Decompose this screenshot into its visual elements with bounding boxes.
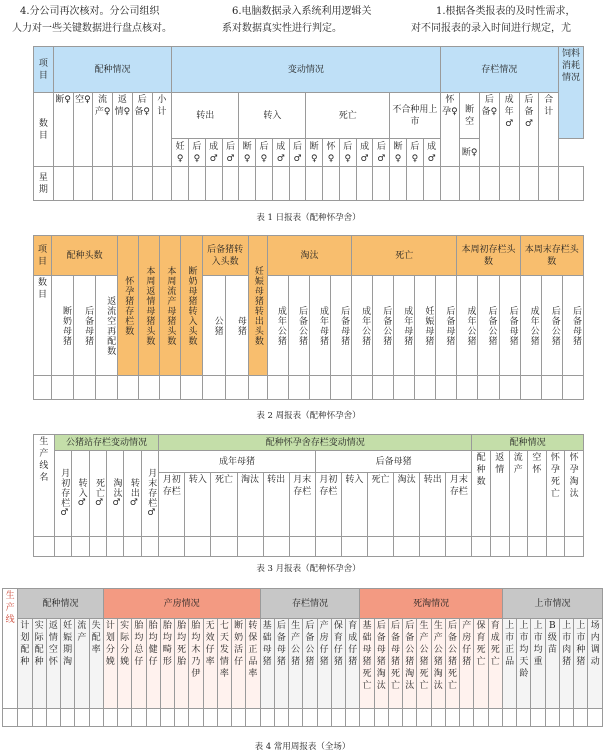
t2-col-v: 本周返情母猪头数 <box>139 236 160 376</box>
t4-col: 胎均畸形 <box>160 619 174 709</box>
t3-sow-house: 配种怀孕舍存栏变动情况 <box>159 435 472 451</box>
t2-breed-count: 配种头数 <box>51 236 117 276</box>
t1-change-group: 转出 <box>172 93 239 139</box>
t1-sub: 后♀ <box>189 139 206 167</box>
t2-reserve-sub: 公猪 <box>202 276 225 376</box>
t1-change-group: 转入 <box>239 93 306 139</box>
t3-boar-col: 月初存栏♂ <box>54 451 71 537</box>
t2-stock-sub: 后备公猪 <box>541 276 562 376</box>
t4-col: 上市肉猪 <box>559 619 573 709</box>
t2-reserve-sub: 母猪 <box>225 276 248 376</box>
t1-stock: 存栏情况 <box>440 47 559 93</box>
intro-col1-line1: 4.分公司再次核对。分公司组织 <box>20 6 160 17</box>
t3-sow-col: 月末存栏 <box>289 473 315 537</box>
t1-stock-col: 合计 <box>539 93 559 167</box>
t4-col: 后备母猪 <box>274 619 288 709</box>
t1-sub: 断♀ <box>460 139 480 167</box>
t2-cull-sub: 后备母猪 <box>331 276 352 376</box>
intro-col3-line2: 对不同报表的录入时间进行规定，尤 <box>411 23 571 34</box>
t1-count: 数目 <box>34 93 54 167</box>
t1-stock-col: 成年♂ <box>499 93 519 167</box>
t4-col: 胎均总仔 <box>132 619 146 709</box>
t1-sub: 成♂ <box>272 139 289 167</box>
t3-breed-col: 怀孕死亡 <box>546 451 565 537</box>
t4-col: 生产公猪淘汰 <box>431 619 445 709</box>
t1-sub: 断♀ <box>239 139 256 167</box>
t4-breeding: 配种情况 <box>18 589 104 619</box>
t3-sow-col: 转出 <box>420 473 446 537</box>
t3-sow-col: 淘汰 <box>237 473 263 537</box>
t4-col: 计划分娩 <box>103 619 117 709</box>
t2-stock-sub: 后备母猪 <box>499 276 520 376</box>
t2-cull-sub: 成年公猪 <box>267 276 288 376</box>
intro-text <box>0 0 605 38</box>
t4-col: 后备公猪淘汰 <box>403 619 417 709</box>
t1-breed-col: 空♀ <box>73 93 93 167</box>
t3-adult-sow: 成年母猪 <box>159 451 316 473</box>
t2-stock-sub: 后备母猪 <box>562 276 583 376</box>
t4-line: 生产线 <box>3 589 18 709</box>
table-weekly <box>33 235 584 400</box>
t3-breed-col: 返情 <box>490 451 509 537</box>
t4-col: 上市种猪 <box>574 619 588 709</box>
t4-col: 保育仔猪 <box>331 619 345 709</box>
t2-death-sub: 妊娠母猪 <box>415 276 436 376</box>
t4-col: 产房仔猪 <box>460 619 474 709</box>
t1-breed-col: 断♀ <box>53 93 73 167</box>
t4-death-cull: 死淘情况 <box>360 589 503 619</box>
intro-col1-line2: 人力对一些关键数据进行盘点核对。 <box>12 23 172 34</box>
t4-col: 七天发情率 <box>217 619 231 709</box>
t2-count: 数目 <box>34 276 52 376</box>
t1-change-group: 死亡 <box>306 93 390 139</box>
t2-death-sub: 后备母猪 <box>436 276 457 376</box>
t4-col: 生产公猪 <box>289 619 303 709</box>
t3-breed-col: 空怀 <box>528 451 547 537</box>
t2-death-sub: 成年母猪 <box>394 276 415 376</box>
t3-line: 生产线名 <box>34 435 55 537</box>
t2-breed-sub: 返流空再配数 <box>96 276 118 376</box>
t1-sub: 成♂ <box>356 139 373 167</box>
t3-boar-col: 转入♂ <box>72 451 89 537</box>
t3-sow-col: 月初存栏 <box>315 473 341 537</box>
t1-sub: 成♂ <box>423 139 440 167</box>
t1-breed-col: 小计 <box>152 93 172 167</box>
t2-item: 项目 <box>34 236 52 276</box>
t4-col: 实际分娩 <box>118 619 132 709</box>
t4-farrow: 产房情况 <box>103 589 260 619</box>
t1-breeding: 配种情况 <box>53 47 172 93</box>
t4-stock: 存栏情况 <box>260 589 360 619</box>
t3-sow-col: 死亡 <box>211 473 237 537</box>
t2-cull: 淘汰 <box>267 236 351 276</box>
t2-col-v: 本周流产母猪头数 <box>160 236 181 376</box>
t4-col: 妊娠期淘 <box>61 619 75 709</box>
table-daily <box>33 46 584 201</box>
t1-date: 星期 <box>34 167 54 201</box>
t2-pregnant-stock: 怀孕猪存栏数 <box>118 236 139 376</box>
t2-cull-sub: 后备公猪 <box>288 276 309 376</box>
t4-col: 上市均天龄 <box>517 619 531 709</box>
t4-col: 胎均健仔 <box>146 619 160 709</box>
intro-col2-line2: 系对数据真实性进行判定。 <box>222 23 342 34</box>
t4-col: 无效仔率 <box>203 619 217 709</box>
t2-death-sub: 后备公猪 <box>373 276 394 376</box>
t4-col: 失配率 <box>89 619 103 709</box>
t4-col: 上市正品 <box>502 619 516 709</box>
t2-col-v: 断奶母猪转入头数 <box>181 236 202 376</box>
t3-breed-col: 怀孕淘汰 <box>565 451 584 537</box>
t4-col: 胎均木乃伊 <box>189 619 203 709</box>
t3-sow-col: 月初存栏 <box>159 473 185 537</box>
t1-sub: 妊♀ <box>172 139 189 167</box>
table-monthly <box>33 434 584 557</box>
t4-col: 胎均死胎 <box>175 619 189 709</box>
t2-stock-sub: 成年公猪 <box>520 276 541 376</box>
t2-caption: 表 2 周报表（配种怀孕舍） <box>256 411 361 421</box>
t4-col: 断奶活仔 <box>232 619 246 709</box>
t4-col: 后备公猪死亡 <box>445 619 459 709</box>
t1-caption: 表 1 日报表（配种怀孕舍） <box>256 213 361 223</box>
t2-breed-sub: 后备母猪 <box>74 276 96 376</box>
t4-col: 育成死亡 <box>488 619 502 709</box>
t3-caption: 表 3 月报表（配种怀孕舍） <box>256 564 361 574</box>
t1-breed-col: 返情♀ <box>113 93 133 167</box>
t4-col: 后备母猪淘汰 <box>374 619 388 709</box>
t3-boar-col: 淘汰♂ <box>107 451 124 537</box>
t1-sub: 后♂ <box>222 139 239 167</box>
t1-stock-col: 断空 <box>460 93 480 139</box>
t1-stock-col: 后备♂ <box>519 93 539 167</box>
t4-col: 后备母猪死亡 <box>388 619 402 709</box>
t4-col: 保育死亡 <box>474 619 488 709</box>
t2-start-stock: 本周初存栏头数 <box>457 236 520 276</box>
t4-caption: 表 4 常用周报表（全场） <box>254 742 351 752</box>
t4-col: 基础母猪 <box>260 619 274 709</box>
t3-boar-col: 月末存栏♂ <box>141 451 158 537</box>
t2-stock-sub: 后备公猪 <box>478 276 499 376</box>
t1-change-group: 不合种用上市 <box>390 93 440 139</box>
t1-sub: 后♂ <box>373 139 390 167</box>
t4-col: 转保正品率 <box>246 619 260 709</box>
intro-col3-line1: 1.根据各类报表的及时性需求， <box>436 6 576 17</box>
t2-stock-sub: 成年公猪 <box>457 276 478 376</box>
t1-feed: 饲料消耗情况 <box>559 47 584 139</box>
t1-sub: 后♂ <box>289 139 306 167</box>
t3-breeding: 配种情况 <box>472 435 584 451</box>
t3-sow-col: 转入 <box>185 473 211 537</box>
t4-col: 实际配种 <box>32 619 46 709</box>
t1-stock-col: 怀孕♀ <box>440 93 460 167</box>
t4-market: 上市情况 <box>502 589 602 619</box>
t2-reserve-in: 后备猪转入头数 <box>202 236 248 276</box>
t3-breed-col: 流产 <box>509 451 528 537</box>
t1-breed-col: 后备♀ <box>132 93 152 167</box>
table-farm-weekly <box>2 588 603 727</box>
t1-sub: 成♂ <box>205 139 222 167</box>
t4-col: B级苗 <box>545 619 559 709</box>
t4-col: 流产 <box>75 619 89 709</box>
t3-sow-col: 转出 <box>263 473 289 537</box>
t4-col: 基础母猪死亡 <box>360 619 374 709</box>
t4-col: 上市均重 <box>531 619 545 709</box>
t1-change: 变动情况 <box>172 47 440 93</box>
t2-cull-sub: 成年母猪 <box>309 276 330 376</box>
t4-col: 后备公猪 <box>303 619 317 709</box>
t4-col: 产房仔猪 <box>317 619 331 709</box>
t1-sub: 怀♀ <box>323 139 340 167</box>
t3-sow-col: 转入 <box>341 473 367 537</box>
t3-sow-col: 月末存栏 <box>446 473 472 537</box>
t1-stock-col: 后备♀ <box>480 93 500 167</box>
t1-breed-col: 流产♀ <box>93 93 113 167</box>
t4-col: 计划配种 <box>18 619 32 709</box>
t3-breed-col: 配种数 <box>472 451 491 537</box>
t3-boar-col: 转出♂ <box>124 451 141 537</box>
t4-col: 育成仔猪 <box>346 619 360 709</box>
t1-item: 项目 <box>34 47 54 93</box>
t2-breed-sub: 断奶母猪 <box>51 276 73 376</box>
t4-col: 生产公猪死亡 <box>417 619 431 709</box>
t2-death-sub: 成年公猪 <box>352 276 373 376</box>
t4-col: 场内调动 <box>588 619 603 709</box>
t1-sub: 后♀ <box>339 139 356 167</box>
t3-boar-station: 公猪站存栏变动情况 <box>54 435 158 451</box>
t3-reserve-sow: 后备母猪 <box>315 451 472 473</box>
t1-sub: 断♀ <box>306 139 323 167</box>
t3-boar-col: 死亡♂ <box>89 451 106 537</box>
t1-sub: 后♀ <box>406 139 423 167</box>
t2-death: 死亡 <box>352 236 457 276</box>
intro-col2-line1: 6.电脑数据录入系统利用逻辑关 <box>232 6 372 17</box>
t3-sow-col: 死亡 <box>367 473 393 537</box>
t4-col: 返情空怀 <box>46 619 60 709</box>
t2-preg-out: 妊娠母猪转出头数 <box>248 236 267 376</box>
t2-end-stock: 本周末存栏头数 <box>520 236 583 276</box>
t1-sub: 断♀ <box>390 139 407 167</box>
t3-sow-col: 淘汰 <box>394 473 420 537</box>
t1-sub: 后♀ <box>256 139 273 167</box>
